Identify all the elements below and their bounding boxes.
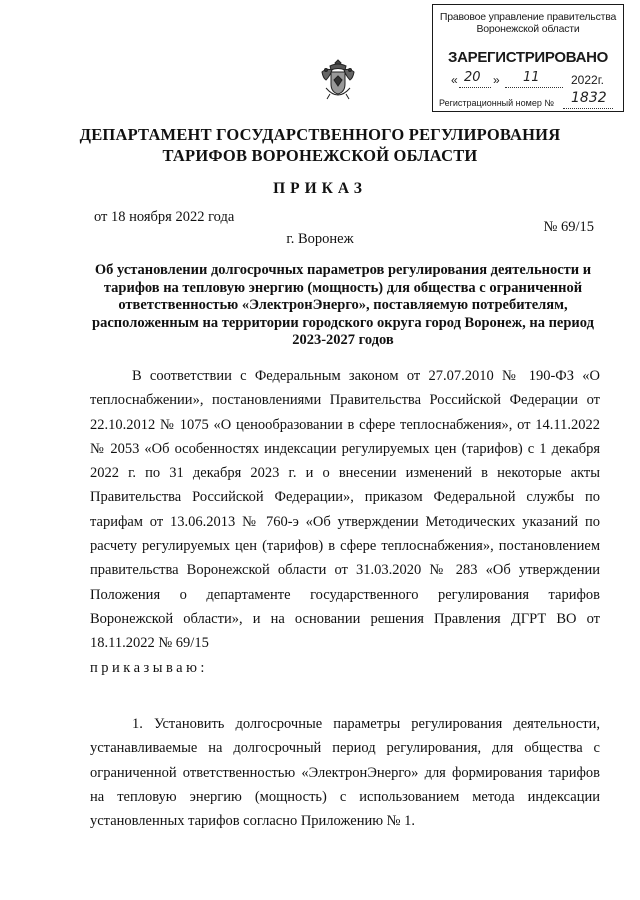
order-word: приказываю: xyxy=(90,659,208,676)
intro-paragraph xyxy=(90,364,600,680)
document-number: № 69/15 xyxy=(543,219,594,235)
department-line1: ДЕПАРТАМЕНТ ГОСУДАРСТВЕННОГО РЕГУЛИРОВАНИЯ xyxy=(79,125,561,144)
stamp-line1: Правовое управление правительства xyxy=(439,11,617,23)
stamp-reg-number: 1832 xyxy=(571,90,607,106)
stamp-date-row: « 20 » 11 2022г. xyxy=(451,70,604,87)
stamp-reg-label: Регистрационный номер № xyxy=(439,98,555,108)
stamp-authority xyxy=(433,11,623,35)
stamp-reg-row xyxy=(439,90,617,110)
stamp-month: 11 xyxy=(523,70,540,85)
stamp-line2: Воронежской области xyxy=(476,23,580,35)
department-line2: ТАРИФОВ ВОРОНЕЖСКОЙ ОБЛАСТИ xyxy=(162,146,478,165)
stamp-year: 2022г. xyxy=(571,73,604,87)
coat-of-arms-icon xyxy=(318,58,358,102)
document-subject: Об установлении долгосрочных параметров регулирования деятельности и тарифов на тепловую энергию (мощность) для общества с ограниченной ответственностью «ЭлектронЭнерго», поставляемую потребителям, расположенным на территории городского округа город Воронеж, на период 2023-2027 годов xyxy=(92,262,594,349)
item-1-paragraph: 1. Установить долгосрочные параметры регулирования деятельности, устанавливаемые на долгосрочный период регулирования, для общества с ограниченной ответственностью «ЭлектронЭнерго» для формирования тарифов на тепловую энергию (мощность) с использованием метода индексации установленных тарифов согласно Приложению № 1. xyxy=(90,716,600,830)
registration-stamp xyxy=(432,4,624,112)
document-date: от 18 ноября 2022 года xyxy=(94,209,235,225)
intro-text: В соответствии с Федеральным законом от 27.07.2010 № 190-ФЗ «О теплоснабжении», постановлениями Правительства Российской Федерации от 22.10.2012 № 1075 «О ценообразовании в сфере теплоснабжения», от 14.11.2022 № 2053 «Об особенностях индексации регулируемых цен (тарифов) с 1 декабря 2022 г. по 31 декабря 2023 г. и о внесении изменений в некоторые акты Правительства Российской Федерации», приказом Федеральной службы по тарифам от 13.06.2013 № 760-э «Об утверждении Методических указаний по расчету регулируемых цен (тарифов) в сфере теплоснабжения», постановлением правительства Воронежской области от 31.03.2020 № 283 «Об утверждении Положения о департаменте государственного регулирования тарифов Воронежской области», и на основании решения Правления ДГРТ ВО от 18.11.2022 № 69/15 xyxy=(90,368,600,652)
stamp-title: ЗАРЕГИСТРИРОВАНО xyxy=(447,49,609,66)
stamp-day: 20 xyxy=(464,70,481,85)
document-city: г. Воронеж xyxy=(286,231,354,247)
document-type: ПРИКАЗ xyxy=(273,180,367,197)
department-title xyxy=(60,124,580,166)
